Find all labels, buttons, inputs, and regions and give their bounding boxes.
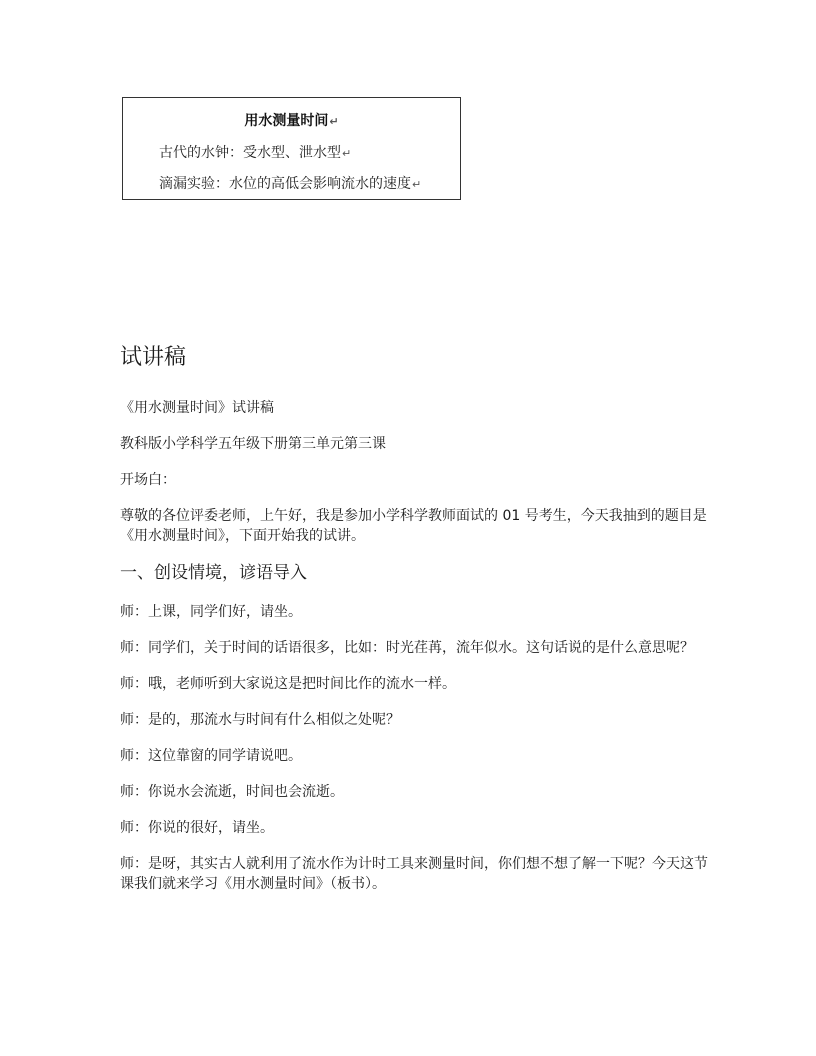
document-title: 试讲稿 <box>120 345 187 370</box>
dialogue-line: 师：是呀，其实古人就利用了流水作为计时工具来测量时间，你们想不想了解一下呢？今天这节课我们就来学习《用水测量时间》（板书）。 <box>120 856 708 892</box>
dialogue-line: 师：上课，同学们好，请坐。 <box>120 604 302 620</box>
lecture-script <box>120 344 710 910</box>
dialogue-line: 师：你说水会流逝，时间也会流逝。 <box>120 784 344 800</box>
paragraph-mark-icon: ↵ <box>329 115 339 128</box>
board-line-drip-experiment: 滴漏实验：水位的高低会影响流水的速度↵ <box>159 176 422 192</box>
paragraph-mark-icon: ↵ <box>342 147 352 160</box>
board-title: 用水测量时间↵ <box>244 113 339 129</box>
board-line-water-clock: 古代的水钟：受水型、泄水型↵ <box>159 145 352 161</box>
opening-label: 开场白： <box>120 472 176 488</box>
script-subtitle: 《用水测量时间》试讲稿 <box>120 400 274 416</box>
dialogue-line: 师：这位靠窗的同学请说吧。 <box>120 748 302 764</box>
dialogue-line: 师：哦，老师听到大家说这是把时间比作的流水一样。 <box>120 676 456 692</box>
opening-text: 尊敬的各位评委老师，上午好，我是参加小学科学教师面试的 01 号考生，今天我抽到的题目是《用水测量时间》，下面开始我的试讲。 <box>120 508 707 544</box>
section-heading-1: 一、创设情境，谚语导入 <box>120 563 307 583</box>
dialogue-line: 师：你说的很好，请坐。 <box>120 820 274 836</box>
blackboard-summary-box <box>122 97 461 200</box>
dialogue-line: 师：同学们，关于时间的话语很多，比如：时光荏苒，流年似水。这句话说的是什么意思呢？ <box>120 640 694 656</box>
paragraph-mark-icon: ↵ <box>412 178 422 191</box>
dialogue-line: 师：是的，那流水与时间有什么相似之处呢？ <box>120 712 400 728</box>
textbook-info: 教科版小学科学五年级下册第三单元第三课 <box>120 436 386 452</box>
